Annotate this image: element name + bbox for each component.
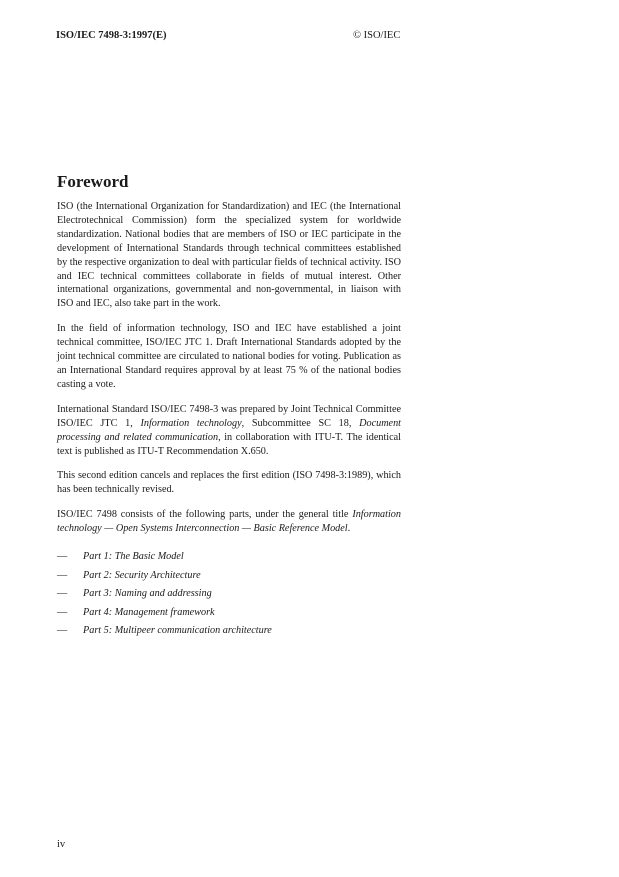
paragraph-4: This second edition cancels and replaces the first edition (ISO 7498-3:1989), which has been technically revised. (57, 470, 401, 496)
section-title: Foreword (57, 172, 129, 191)
committee-title: Information technology (140, 417, 242, 429)
paragraph-5-text-c: . (347, 523, 351, 535)
subcommittee-title: Document processing and related communication (57, 417, 401, 443)
paragraph-1: ISO (the International Organization for Standardization) and IEC (the International Electrotechnical Commission) form the specialized system for worldwide standardization. National bodies that are members of ISO or IEC participate in the development of International Standards through technical committees established by the respective organization to deal with particular fields of technical activity. ISO and IEC technical committees collaborate in fields of mutual interest. Other international organizations, governmental and non-governmental, in liaison with ISO and IEC, also take part in the work. (57, 201, 401, 310)
list-dash: — (57, 588, 68, 600)
list-dash: — (57, 606, 68, 618)
copyright-notice: © ISO/IEC (353, 30, 401, 41)
paragraph-2: In the field of information technology, ISO and IEC have established a joint technical committee, ISO/IEC JTC 1. Draft International Standards adopted by the joint technical committee are circulated to national bodies for voting. Publication as an International Standard requires approval by at least 75 % of the national bodies casting a vote. (57, 323, 401, 390)
list-item (57, 585, 401, 604)
paragraph-5-text-a: ISO/IEC 7498 consists of the following parts, under the general title (57, 509, 353, 521)
paragraph-3 (57, 403, 401, 459)
list-dash: — (57, 551, 68, 563)
part-label: Part 1: The Basic Model (83, 551, 184, 563)
paragraph-5 (57, 508, 401, 536)
paragraph-3-text-c: , Subcommittee SC 18, (241, 417, 360, 429)
list-dash: — (57, 569, 68, 581)
list-dash: — (57, 625, 68, 637)
part-label: Part 2: Security Architecture (83, 569, 201, 581)
part-label: Part 3: Naming and addressing (83, 588, 212, 600)
list-item (57, 548, 401, 567)
list-item (57, 567, 401, 586)
general-title: Information technology — Open Systems Interconnection — Basic Reference Model (57, 509, 401, 535)
page-number: iv (57, 839, 66, 850)
list-item (57, 622, 401, 641)
parts-list (57, 548, 401, 641)
paragraph-3-text-a: International Standard ISO/IEC 7498-3 was prepared by Joint Technical Committee ISO/IEC JTC 1, (57, 403, 401, 429)
foreword-body (57, 200, 401, 641)
part-label: Part 4: Management framework (83, 606, 215, 618)
paragraph-3-text-e: , in collaboration with ITU-T. The identical text is published as ITU-T Recommendation X.650. (57, 431, 401, 457)
list-item (57, 604, 401, 623)
document-id: ISO/IEC 7498-3:1997(E) (56, 30, 167, 41)
part-label: Part 5: Multipeer communication architecture (83, 625, 272, 637)
